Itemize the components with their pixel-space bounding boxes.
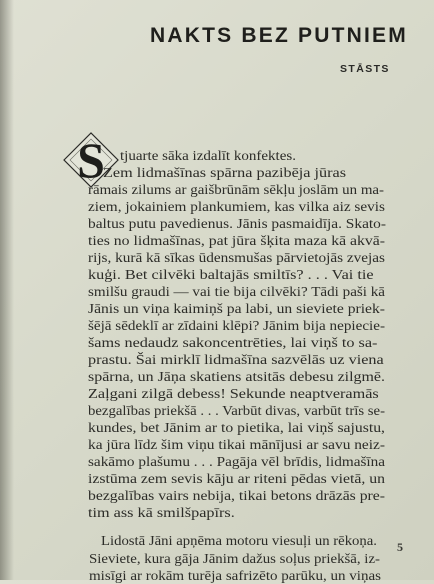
text-line: bezgalības priekšā . . . Varbūt divas, varbūt trīs se- xyxy=(88,403,386,419)
page-number: 5 xyxy=(397,540,403,554)
drop-cap-letter: S xyxy=(77,132,105,188)
text-line: kuģi. Bet cilvēki baltajās smiltīs? . . . Vai tie xyxy=(88,267,374,283)
text-line: šams nedaudz sakoncentrēties, lai viņš to sa- xyxy=(88,335,378,351)
text-line: Zem lidmašīnas spārna pazibēja jūras xyxy=(103,165,347,181)
text-line: Zaļgani zilgā debess! Sekunde neaptveramās xyxy=(88,386,379,402)
text-line: sakāmo plašumu . . . Pagāja vēl brīdis, lidmašīna xyxy=(88,454,385,470)
text-line: izstūma zem sevis kāju ar riteni pēdas vietā, un xyxy=(88,471,385,487)
page-edge-shadow xyxy=(0,0,14,580)
text-line: misīgi ar rokām turēja safrizēto parūku, un viņas xyxy=(89,568,381,584)
text-line: baltus putu pavedienus. Jānis pasmaidīja. Skato- xyxy=(88,216,386,232)
text-line: rijs, kurā kā sīkas ūdensmušas pārvietojās zvejas xyxy=(88,250,385,266)
text-line: prastu. Šai mirklī lidmašīna sazvēlās uz viena xyxy=(88,352,384,368)
text-line: spārna, un Jāņa skatiens atsitās debesu zilgmē. xyxy=(88,369,385,385)
text-line: bezgalības vairs nebija, tikai betons drāzās pre- xyxy=(88,488,385,504)
text-line: Sieviete, kura gāja Jānim dažus soļus priekšā, iz- xyxy=(89,551,380,567)
story-genre-label: STĀSTS xyxy=(340,63,390,75)
story-title: NAKTS BEZ PUTNIEM xyxy=(150,24,408,47)
text-line: ziem, jokainiem plankumiem, kas vilka aiz sevis xyxy=(88,199,385,215)
text-line: kundes, bet Jānim ar to pietika, lai viņš sajustu, xyxy=(88,420,385,436)
text-line: Jānis un viņa kaimiņš pa labi, un sieviete priek- xyxy=(88,301,385,317)
text-line: rāmais zilums ar gaišbrūnām sēkļu joslām un ma- xyxy=(88,182,384,198)
text-line: ka jūra līdz šim viņu tikai mānījusi ar savu neiz- xyxy=(88,437,385,453)
text-line: tjuarte sāka izdalīt konfektes. xyxy=(120,148,296,164)
text-line: tim ass kā smilšpapīrs. xyxy=(88,505,235,521)
text-line: smilšu graudi — vai tie bija cilvēki? Tādi paši kā xyxy=(88,284,385,300)
text-line: šējā sēdeklī ar zīdaini klēpi? Jānim bija nepiecie- xyxy=(88,318,385,334)
text-line: Lidostā Jāni apņēma motoru viesuļi un rēkoņa. xyxy=(101,533,377,549)
text-line: ties no lidmašīnas, pat jūra šķita maza kā akvā- xyxy=(88,233,385,249)
